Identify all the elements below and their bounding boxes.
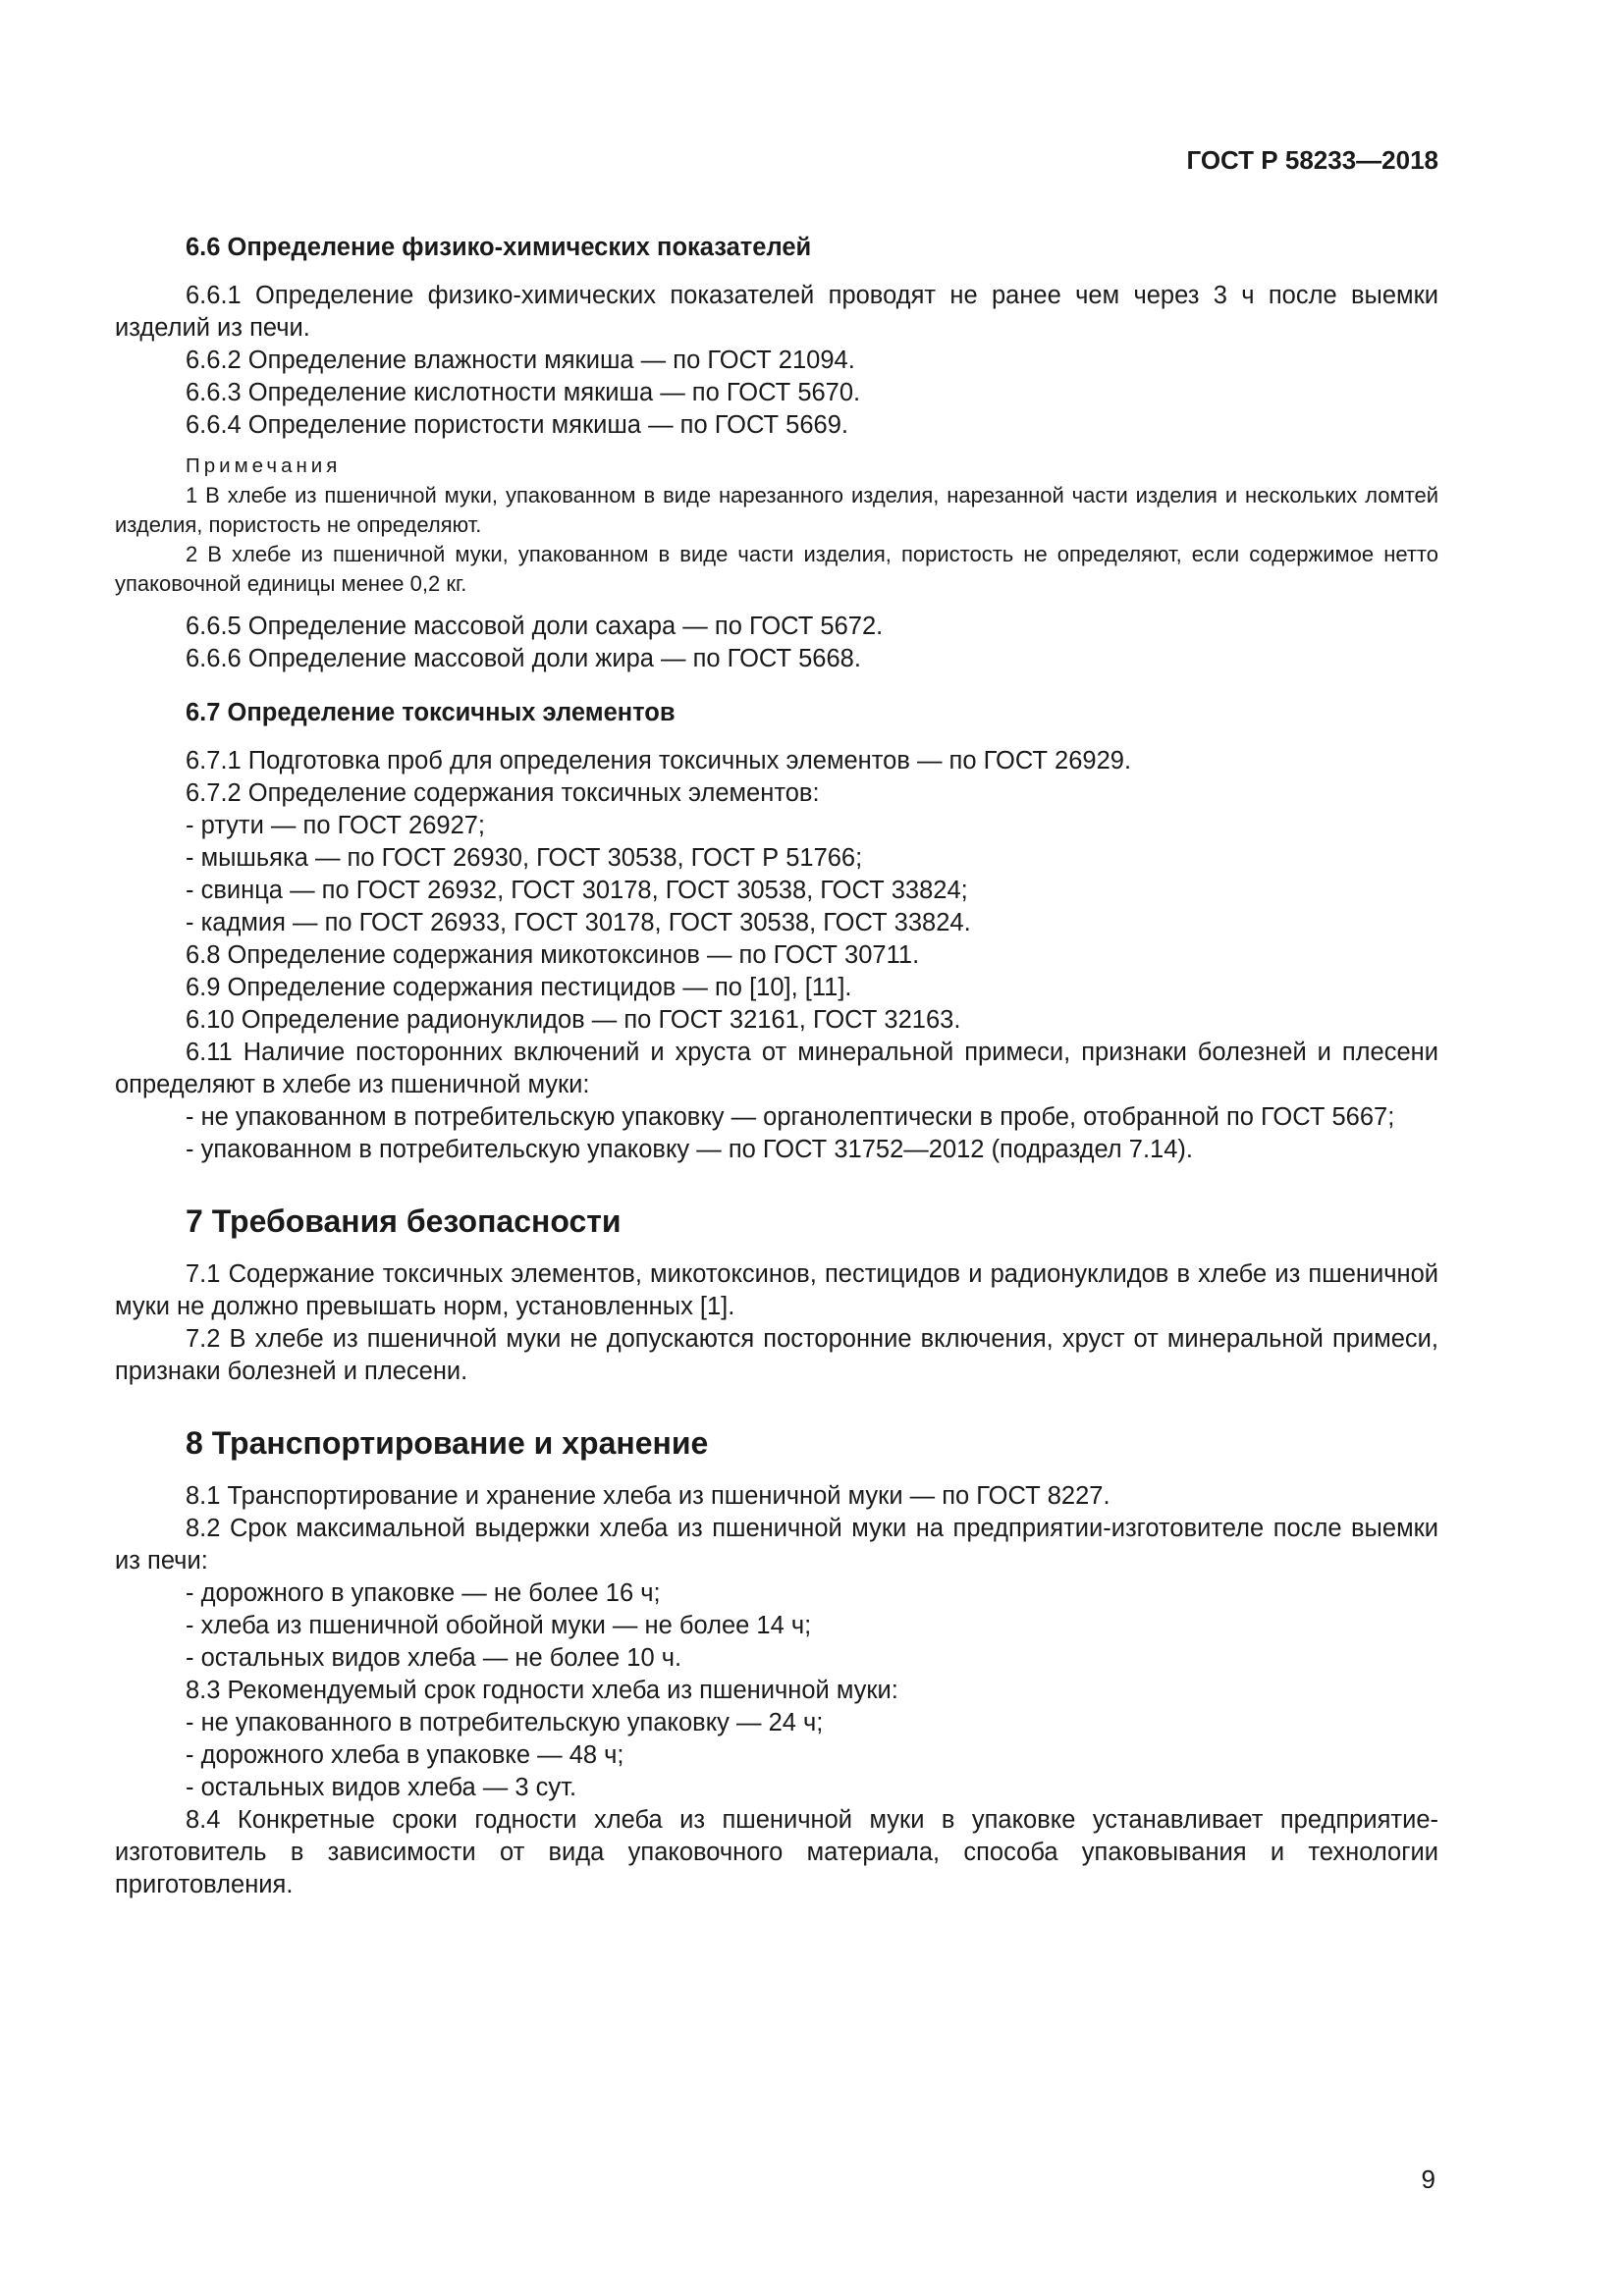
paragraph-6-8: 6.8 Определение содержания микотоксинов — по ГОСТ 30711. xyxy=(186,941,920,969)
paragraph-8-4: 8.4 Конкретные сроки годности хлеба из пшеничной муки в упаковке устанавливает предприятие-изготовитель в зависимости от вида упаковочного материала, способа упаковывания и технологии приготовления. xyxy=(115,1806,1438,1898)
paragraph-7-1: 7.1 Содержание токсичных элементов, микотоксинов, пестицидов и радионуклидов в хлебе из пшеничной муки не должно превышать норм, установленных [1]. xyxy=(115,1260,1438,1320)
section-title-7: 7 Требования безопасности xyxy=(186,1203,622,1239)
paragraph-8-2: 8.2 Срок максимальной выдержки хлеба из пшеничной муки на предприятии-изготовителе после выемки из печи: xyxy=(115,1515,1438,1575)
subsection-title-6-6: 6.6 Определение физико-химических показателей xyxy=(186,234,812,261)
paragraph-6-6-1: 6.6.1 Определение физико-химических показателей проводят не ранее чем через 3 ч после выемки изделий из печи. xyxy=(115,282,1438,342)
paragraph-6-11-item-a: - не упакованном в потребительскую упаковку — органолептически в пробе, отобранной по ГОСТ 5667; xyxy=(186,1103,1395,1131)
list-item: - не упакованного в потребительскую упаковку — 24 ч; xyxy=(186,1709,824,1736)
notes-heading: Примечания xyxy=(186,454,342,477)
paragraph-6-6-4: 6.6.4 Определение пористости мякиша — по ГОСТ 5669. xyxy=(186,411,848,439)
list-item: - остальных видов хлеба — не более 10 ч. xyxy=(186,1644,682,1672)
list-item: - дорожного в упаковке — не более 16 ч; xyxy=(186,1579,661,1607)
paragraph-6-7-1: 6.7.1 Подготовка проб для определения токсичных элементов — по ГОСТ 26929. xyxy=(186,747,1132,774)
paragraph-6-7-2: 6.7.2 Определение содержания токсичных элементов: xyxy=(186,779,820,807)
document-body xyxy=(115,220,1438,1901)
subsection-title-6-7: 6.7 Определение токсичных элементов xyxy=(186,699,676,726)
list-item: - свинца — по ГОСТ 26932, ГОСТ 30178, ГОСТ 30538, ГОСТ 33824; xyxy=(186,877,968,904)
list-item: - дорожного хлеба в упаковке — 48 ч; xyxy=(186,1741,624,1769)
list-item: - хлеба из пшеничной обойной муки — не более 14 ч; xyxy=(186,1612,812,1639)
list-item: - ртути — по ГОСТ 26927; xyxy=(186,812,486,839)
list-item: - кадмия — по ГОСТ 26933, ГОСТ 30178, ГОСТ 30538, ГОСТ 33824. xyxy=(186,909,971,936)
paragraph-6-6-5: 6.6.5 Определение массовой доли сахара — по ГОСТ 5672. xyxy=(186,613,884,640)
paragraph-8-1: 8.1 Транспортирование и хранение хлеба из пшеничной муки — по ГОСТ 8227. xyxy=(186,1482,1110,1510)
page-number: 9 xyxy=(1421,2164,1435,2194)
paragraph-6-6-3: 6.6.3 Определение кислотности мякиша — по ГОСТ 5670. xyxy=(186,379,861,406)
paragraph-7-2: 7.2 В хлебе из пшеничной муки не допускаются посторонние включения, хруст от минеральной примеси, признаки болезней и плесени. xyxy=(115,1325,1438,1385)
paragraph-6-6-6: 6.6.6 Определение массовой доли жира — по ГОСТ 5668. xyxy=(186,645,861,672)
document-id-header: ГОСТ Р 58233—2018 xyxy=(1186,145,1438,175)
paragraph-6-11-item-b: - упакованном в потребительскую упаковку — по ГОСТ 31752—2012 (подраздел 7.14). xyxy=(186,1136,1193,1163)
note-1: 1 В хлебе из пшеничной муки, упакованном в виде нарезанного изделия, нарезанной части изделия и нескольких ломтей изделия, пористость не определяют. xyxy=(115,483,1438,537)
paragraph-6-6-2: 6.6.2 Определение влажности мякиша — по ГОСТ 21094. xyxy=(186,347,855,374)
section-title-8: 8 Транспортирование и хранение xyxy=(186,1425,709,1461)
paragraph-8-3: 8.3 Рекомендуемый срок годности хлеба из пшеничной муки: xyxy=(186,1677,898,1704)
paragraph-6-10: 6.10 Определение радионуклидов — по ГОСТ 32161, ГОСТ 32163. xyxy=(186,1006,961,1034)
paragraph-6-9: 6.9 Определение содержания пестицидов — по [10], [11]. xyxy=(186,974,852,1001)
paragraph-6-11: 6.11 Наличие посторонних включений и хруста от минеральной примеси, признаки болезней и плесени определяют в хлебе из пшеничной муки: xyxy=(115,1039,1438,1098)
list-item: - мышьяка — по ГОСТ 26930, ГОСТ 30538, ГОСТ Р 51766; xyxy=(186,844,863,872)
note-2: 2 В хлебе из пшеничной муки, упакованном в виде части изделия, пористость не определяют, если содержимое нетто упаковочной единицы менее 0,2 кг. xyxy=(115,542,1438,596)
list-item: - остальных видов хлеба — 3 сут. xyxy=(186,1774,577,1801)
